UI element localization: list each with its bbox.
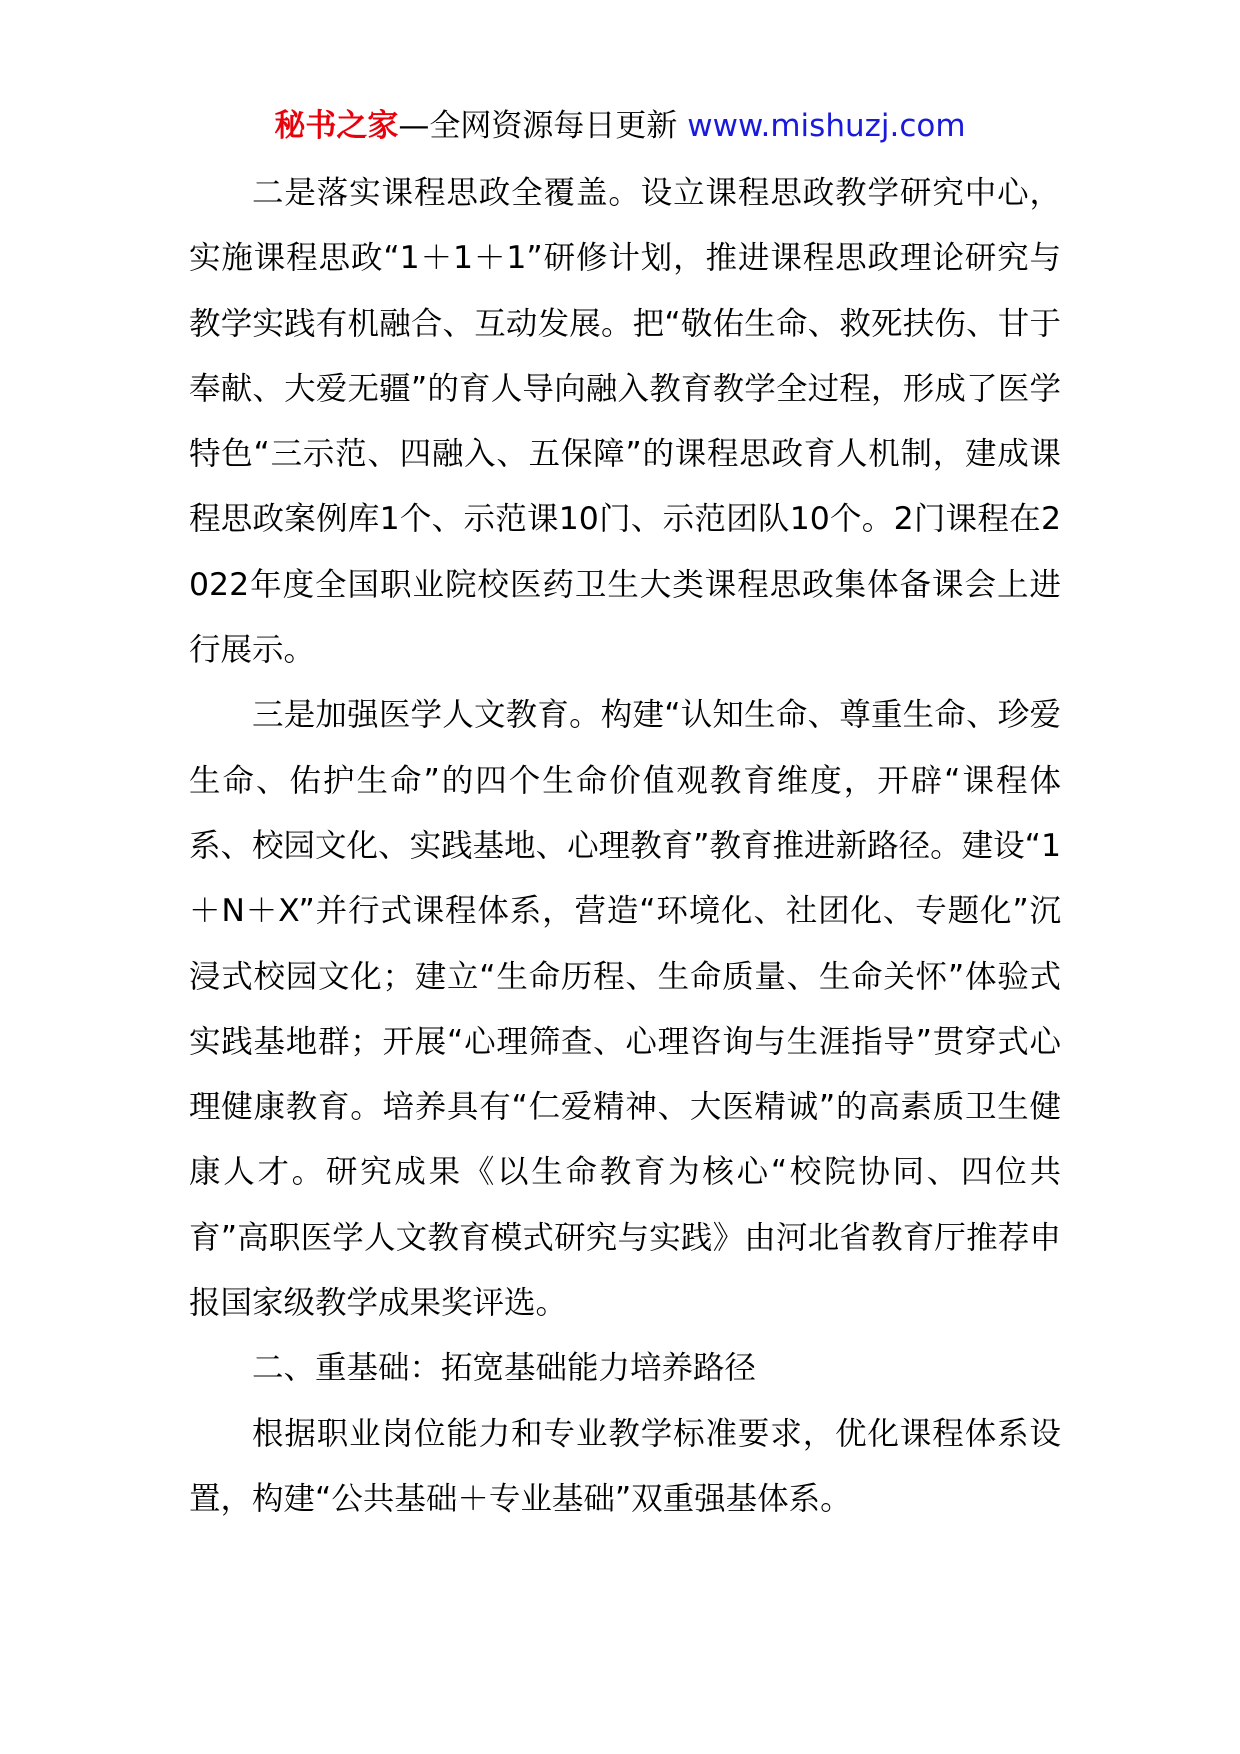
section-heading: 二、重基础：拓宽基础能力培养路径 [252, 1350, 757, 1387]
paragraph-humanities-education: 三是加强医学人文教育。构建“认知生命、尊重生命、珍爱生命、佑护生命”的四个生命价值观教育维度，开辟“课程体系、校园文化、实践基地、心理教育”教育推进新路径。建设“1＋N＋X”并行式课程体系，营造“环境化、社团化、专题化”沉浸式校园文化；建立“生命历程、生命质量、生命关怀”体验式实践基地群；开展“心理筛查、心理咨询与生涯指导”贯穿式心理健康教育。培养具有“仁爱精神、大医精诚”的高素质卫生健康人才。研究成果《以生命教育为核心“校院协同、四位共育”高职医学人文教育模式研究与实践》由河北省教育厅推荐申报国家级教学成果奖评选。 [189, 697, 1061, 1322]
site-brand: 秘书之家 [274, 108, 399, 144]
paragraph-curriculum-system: 根据职业岗位能力和专业教学标准要求，优化课程体系设置，构建“公共基础＋专业基础”双重强基体系。 [189, 1415, 1061, 1517]
site-slogan: —全网资源每日更新 [398, 108, 678, 144]
site-url-link[interactable]: www.mishuzj.com [687, 108, 966, 144]
paragraph-course-ideology: 二是落实课程思政全覆盖。设立课程思政教学研究中心，实施课程思政“1＋1＋1”研修计划，推进课程思政理论研究与教学实践有机融合、互动发展。把“敬佑生命、救死扶伤、甘于奉献、大爱无疆”的育人导向融入教育教学全过程，形成了医学特色“三示范、四融入、五保障”的课程思政育人机制，建成课程思政案例库1个、示范课10门、示范团队10个。2门课程在2022年度全国职业院校医药卫生大类课程思政集体备课会上进行展示。 [189, 175, 1061, 669]
page-header [0, 104, 1240, 148]
document-body [189, 161, 1061, 1532]
